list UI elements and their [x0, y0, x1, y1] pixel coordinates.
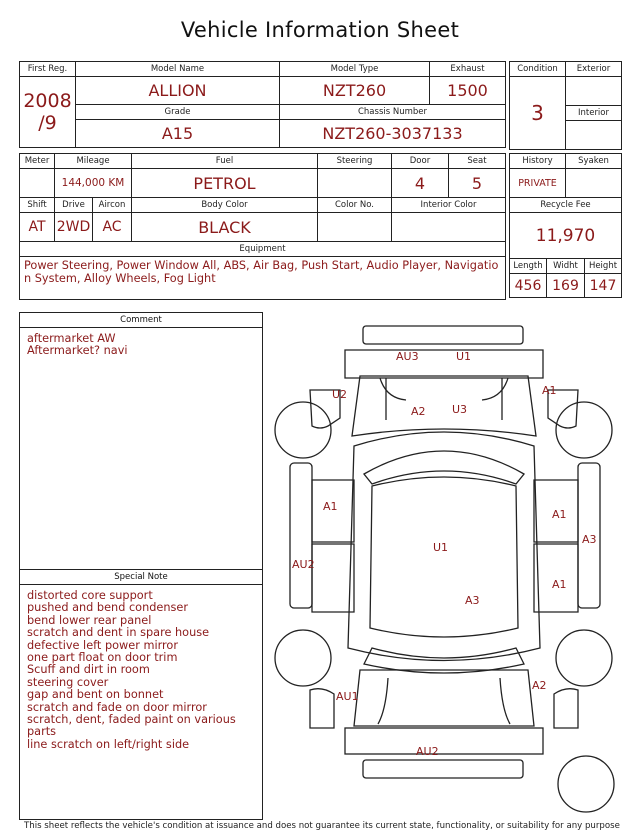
front-right-wheel	[556, 402, 612, 458]
fuel-label: Fuel	[132, 154, 318, 169]
exhaust-value: 1500	[430, 77, 506, 105]
interior-color-label: Interior Color	[392, 198, 506, 213]
fuel-value: PETROL	[132, 169, 318, 198]
interior-color-value	[392, 213, 506, 242]
damage-mark: AU2	[292, 558, 315, 571]
recycle-fee-label: Recycle Fee	[510, 198, 622, 213]
damage-mark: AU3	[396, 350, 419, 363]
right-doors	[534, 480, 578, 612]
equipment-value	[20, 257, 506, 300]
note-line: gap and bent on bonnet	[27, 688, 164, 702]
damage-mark: U2	[332, 388, 348, 401]
exterior-value	[566, 77, 622, 106]
width-label: Widht	[547, 259, 585, 274]
comment-body	[20, 328, 262, 569]
damage-mark: A3	[582, 533, 597, 546]
note-line: distorted core support	[27, 589, 153, 602]
damage-mark: A1	[542, 384, 557, 397]
special-note-body	[20, 585, 262, 751]
windshield	[364, 451, 524, 484]
notes-panel	[19, 312, 263, 820]
note-line: bend lower rear panel	[27, 613, 152, 627]
steering-value	[318, 169, 392, 198]
chassis-number-label: Chassis Number	[280, 105, 506, 120]
seat-label: Seat	[449, 154, 506, 169]
note-line: scratch and fade on door mirror	[27, 700, 207, 714]
special-note-header: Special Note	[20, 569, 262, 585]
front-left-wheel	[275, 402, 331, 458]
door-label: Door	[392, 154, 449, 169]
body-color-label: Body Color	[132, 198, 318, 213]
equipment-line: Power Steering, Power Window All, ABS, Air Bag, Push Start, Audio Player, Navigatio	[24, 259, 499, 272]
drive-value: 2WD	[55, 213, 93, 242]
syaken-value	[566, 169, 622, 198]
history-label: History	[510, 154, 566, 169]
rear-left-corner	[310, 689, 334, 728]
color-no-value	[318, 213, 392, 242]
door-value: 4	[392, 169, 449, 198]
exterior-label: Exterior	[566, 62, 622, 77]
note-line: pushed and bend condenser	[27, 601, 189, 615]
history-table	[509, 153, 622, 298]
damage-mark: AU2	[416, 745, 439, 758]
first-reg-year: 2008	[23, 90, 72, 112]
drive-label: Drive	[55, 198, 93, 213]
recycle-fee-value: 11,970	[510, 213, 622, 259]
model-name-label: Model Name	[76, 62, 280, 77]
damage-mark: A1	[323, 500, 338, 513]
damage-mark: A2	[532, 679, 547, 692]
rear-left-wheel	[275, 630, 331, 686]
damage-mark: U1	[433, 541, 449, 554]
model-name-value: ALLION	[76, 77, 280, 105]
interior-label: Interior	[566, 106, 622, 121]
shift-label: Shift	[20, 198, 55, 213]
seat-value: 5	[449, 169, 506, 198]
bonnet	[352, 376, 536, 436]
damage-marks	[292, 350, 597, 758]
roof	[370, 477, 518, 637]
damage-mark: U1	[456, 350, 472, 363]
damage-mark: U3	[452, 403, 468, 416]
interior-value	[566, 121, 622, 150]
damage-mark: A1	[552, 578, 567, 591]
length-value: 456	[510, 274, 547, 298]
note-line: scratch, dent, faded paint on various	[27, 713, 236, 727]
mileage-label: Mileage	[55, 154, 132, 169]
model-type-label: Model Type	[280, 62, 430, 77]
note-line: parts	[27, 725, 57, 739]
condition-table	[509, 61, 622, 150]
aircon-value: AC	[93, 213, 132, 242]
front-panel-curve	[380, 378, 508, 400]
history-value: PRIVATE	[510, 169, 566, 198]
rear-bumper	[363, 760, 523, 778]
left-side-strip	[290, 463, 312, 608]
shift-value: AT	[20, 213, 55, 242]
body-color-value: BLACK	[132, 213, 318, 242]
note-line: line scratch on left/right side	[27, 737, 190, 751]
steering-label: Steering	[318, 154, 392, 169]
note-line: one part float on door trim	[27, 651, 178, 665]
front-bumper-top	[363, 326, 523, 344]
mileage-value: 144,000 KM	[55, 169, 132, 198]
meter-value	[20, 169, 55, 198]
grade-value: A15	[76, 120, 280, 148]
color-no-label: Color No.	[318, 198, 392, 213]
first-reg-value	[20, 77, 76, 148]
sheet-title: Vehicle Information Sheet	[180, 18, 460, 42]
spare-wheel	[558, 756, 614, 812]
damage-mark: AU1	[336, 690, 359, 703]
chassis-number-value: NZT260-3037133	[280, 120, 506, 148]
comment-line: Aftermarket? navi	[27, 344, 128, 358]
aircon-label: Aircon	[93, 198, 132, 213]
height-label: Height	[585, 259, 622, 274]
note-line: steering cover	[27, 675, 109, 689]
vehicle-info-table	[19, 61, 506, 148]
comment-line: aftermarket AW	[27, 332, 116, 345]
disclaimer-footer: This sheet reflects the vehicle's condition at issuance and does not guarantee its current state, functionality, or suitability for any purpose	[24, 821, 620, 831]
condition-label: Condition	[510, 62, 566, 77]
height-value: 147	[585, 274, 622, 298]
condition-value: 3	[510, 77, 566, 150]
equipment-line: n System, Alloy Wheels, Fog Light	[24, 271, 216, 285]
note-line: defective left power mirror	[27, 638, 178, 652]
grade-label: Grade	[76, 105, 280, 120]
rear-right-corner	[554, 689, 578, 728]
damage-mark: A2	[411, 405, 426, 418]
model-type-value: NZT260	[280, 77, 430, 105]
comment-header: Comment	[20, 313, 262, 328]
length-label: Length	[510, 259, 547, 274]
spec-table	[19, 153, 506, 300]
first-reg-label: First Reg.	[20, 62, 76, 77]
car-damage-diagram	[268, 318, 636, 818]
first-reg-month: /9	[38, 112, 57, 134]
syaken-label: Syaken	[566, 154, 622, 169]
trunk-lines	[378, 678, 510, 724]
damage-mark: A1	[552, 508, 567, 521]
note-line: Scuff and dirt in room	[27, 663, 150, 677]
note-line: scratch and dent in spare house	[27, 626, 210, 640]
meter-label: Meter	[20, 154, 55, 169]
rear-right-wheel	[556, 630, 612, 686]
equipment-label: Equipment	[20, 242, 506, 257]
damage-mark: A3	[465, 594, 480, 607]
exhaust-label: Exhaust	[430, 62, 506, 77]
width-value: 169	[547, 274, 585, 298]
rear-panel	[345, 728, 543, 754]
front-panel	[345, 350, 543, 378]
